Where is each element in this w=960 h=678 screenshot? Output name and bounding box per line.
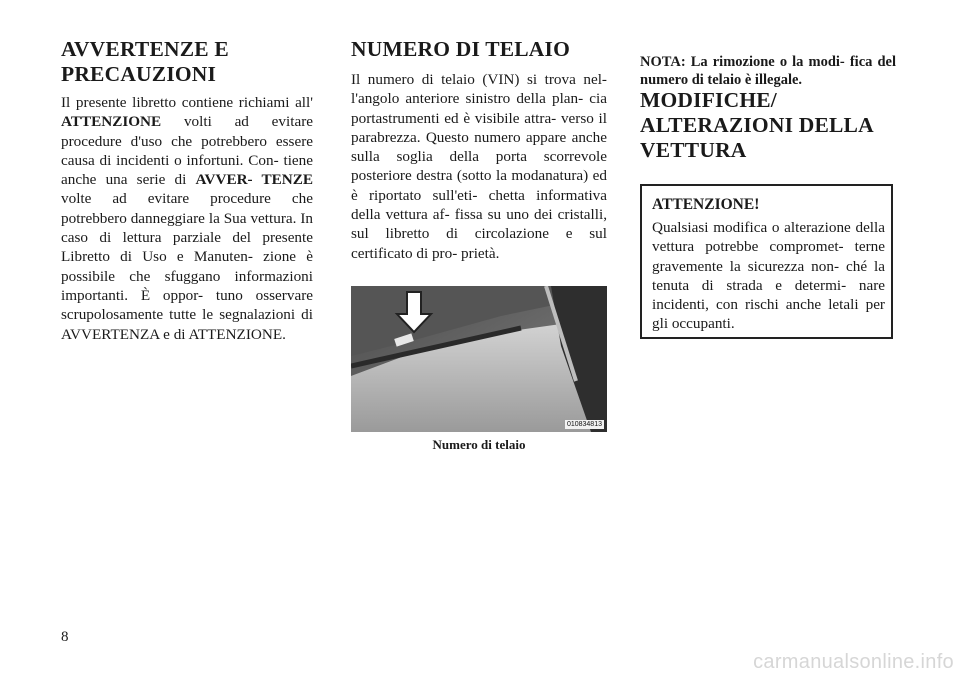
warning-text: Qualsiasi modifica o alterazione della vettura potrebbe compromet- terne gravemente la sicurezza non- ché la tenuta di strada e determi- nare incidenti, con rischi anche letali per gli occupanti. <box>652 219 885 333</box>
title-line: ALTERAZIONI DELLA <box>640 113 874 137</box>
page-number: 8 <box>61 629 69 645</box>
photo-caption: Numero di telaio <box>432 437 526 452</box>
photo-code: 010834813 <box>566 421 602 428</box>
title-line: PRECAUZIONI <box>61 62 217 86</box>
watermark: carmanualsonline.info <box>753 651 954 673</box>
title-line: AVVERTENZE E <box>61 37 229 61</box>
warnings-paragraph <box>61 93 313 344</box>
windshield-illustration <box>351 286 607 432</box>
title-line: MODIFICHE/ <box>640 88 777 112</box>
text-run: volti ad evitare procedure d'uso che potrebbero essere causa di incidenti o infortuni. Con- tiene anche una serie di <box>61 113 313 189</box>
text-run: Il presente libretto contiene richiami all' <box>61 94 313 111</box>
section-title-vin: NUMERO DI TELAIO <box>351 37 571 61</box>
section-title-modifiche <box>640 88 896 163</box>
vin-location-photo <box>351 286 607 432</box>
note-text: NOTA: La rimozione o la modi- fica del numero di telaio è illegale. <box>640 53 896 88</box>
section-title-avvertenze <box>61 37 313 87</box>
bold-term-avvertenze: AVVER- TENZE <box>195 171 313 189</box>
warning-title: ATTENZIONE! <box>652 196 760 213</box>
vin-paragraph: Il numero di telaio (VIN) si trova nel- l'angolo anteriore sinistro della plan- cia portastrumenti ed è visibile attra- verso il parabrezza. Questo numero appare anche sulla soglia della porta scorrevole posteriore destra (sotto la modanatura) ed è riportato sull'eti- chetta informativa della vettura af- fissa su uno dei cristalli, sul libretto di circolazione e sul certificato di pro- prietà. <box>351 71 607 262</box>
text-run: volte ad evitare procedure che potrebbero danneggiare la Sua vettura. In caso di lettura parziale del presente Libretto di Uso e Manuten- zione è possibile che sfuggano informazioni importanti. È oppor- tuno osservare scrupolosamente tutte le segnalazioni di AVVERTENZA e di ATTENZIONE. <box>61 190 313 343</box>
bold-term-attenzione: ATTENZIONE <box>61 113 162 131</box>
warning-box <box>640 184 893 339</box>
title-line: VETTURA <box>640 138 747 162</box>
